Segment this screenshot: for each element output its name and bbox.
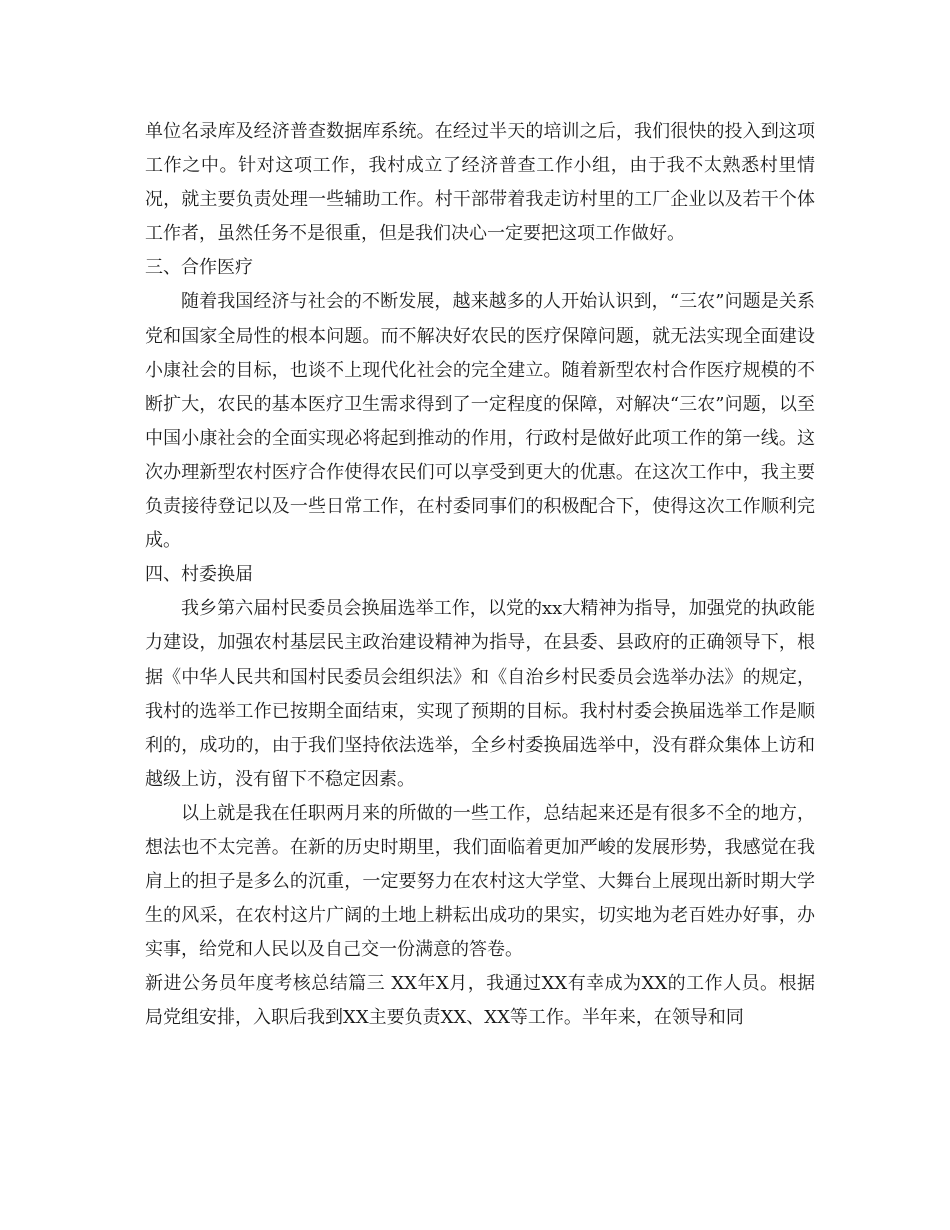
next-article-title: 新进公务员年度考核总结篇三 bbox=[145, 973, 386, 995]
next-article-block bbox=[145, 967, 815, 1035]
paragraph-summary: 以上就是我在任职两月来的所做的一些工作，总结起来还是有很多不全的地方，想法也不太完善。在新的历史时期里，我们面临着更加严峻的发展形势，我感觉在我肩上的担子是多么的沉重，一定要努力在农村这大学堂、大舞台上展现出新时期大学生的风采，在农村这片广阔的土地上耕耘出成功的果实，切实地为老百姓办好事，办实事，给党和人民以及自己交一份满意的答卷。 bbox=[145, 802, 815, 961]
paragraph-economic-census: 单位名录库及经济普查数据库系统。在经过半天的培训之后，我们很快的投入到这项工作之中。针对这项工作，我村成立了经济普查工作小组，由于我不太熟悉村里情况，就主要负责处理一些辅助工作。村干部带着我走访村里的工厂企业以及若干个体工作者，虽然任务不是很重，但是我们决心一定要把这项工作做好。 bbox=[145, 121, 815, 245]
paragraph-village-election: 我乡第六届村民委员会换届选举工作，以党的xx大精神为指导，加强党的执政能力建设，加强农村基层民主政治建设精神为指导，在县委、县政府的正确领导下，根据《中华人民共和国村民委员会组织法》和《自治乡村民委员会选举办法》的规定，我村的选举工作已按期全面结束，实现了预期的目标。我村村委会换届选举工作是顺利的，成功的，由于我们坚持依法选举，全乡村委换届选举中，没有群众集体上访和越级上访，没有留下不稳定因素。 bbox=[145, 598, 815, 790]
heading-cooperative-medical: 三、合作医疗 bbox=[145, 257, 253, 279]
heading-village-election: 四、村委换届 bbox=[145, 564, 253, 586]
next-article-text: XX年X月，我通过XX有幸成为XX的工作人员。根据局党组安排，入职后我到XX主要负责XX、XX等工作。半年来，在领导和同 bbox=[145, 973, 815, 1029]
document-body bbox=[145, 115, 815, 1036]
paragraph-cooperative-medical: 随着我国经济与社会的不断发展，越来越多的人开始认识到，“三农”问题是关系党和国家全局性的根本问题。而不解决好农民的医疗保障问题，就无法实现全面建设小康社会的目标，也谈不上现代化社会的完全建立。随着新型农村合作医疗规模的不断扩大，农民的基本医疗卫生需求得到了一定程度的保障，对解决“三农”问题，以至中国小康社会的全面实现必将起到推动的作用，行政村是做好此项工作的第一线。这次办理新型农村医疗合作使得农民们可以享受到更大的优惠。在这次工作中，我主要负责接待登记以及一些日常工作，在村委同事们的积极配合下，使得这次工作顺利完成。 bbox=[145, 291, 815, 552]
